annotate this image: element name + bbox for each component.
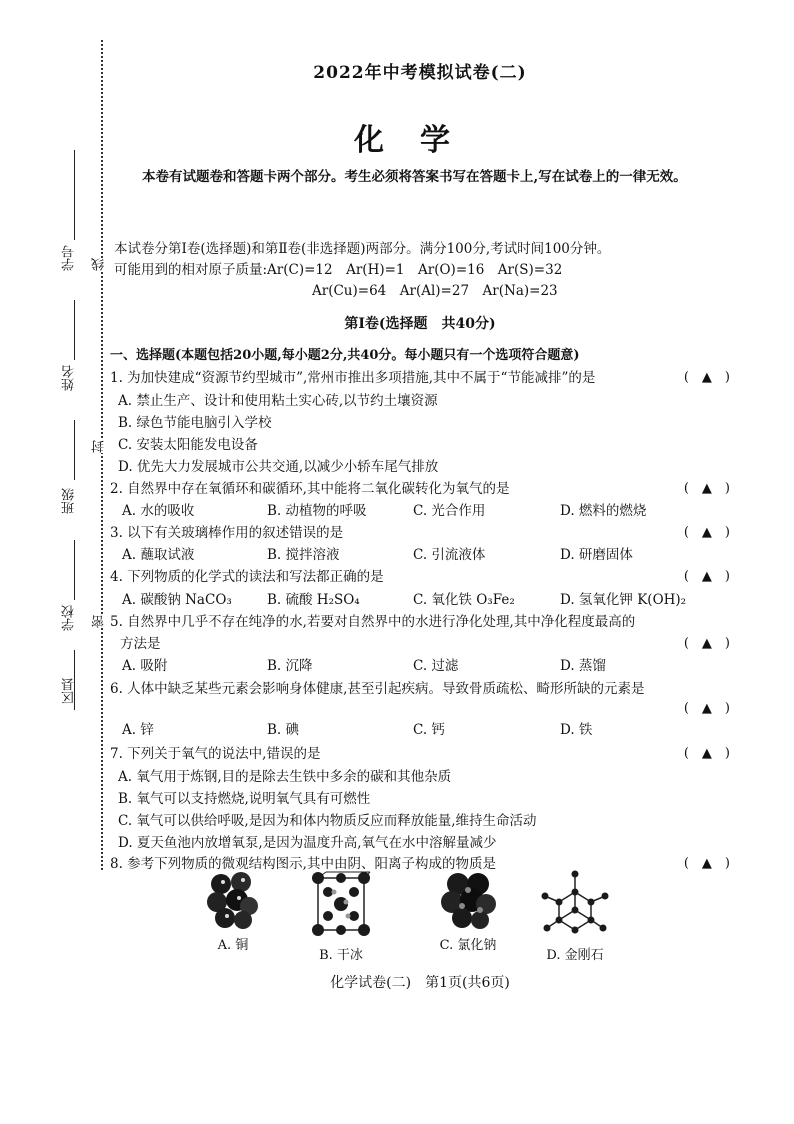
subject-title: 化学 (354, 123, 486, 158)
option: B. 动植物的呼吸 (267, 503, 367, 519)
question-stem: 5. 自然界中几乎不存在纯净的水,若要对自然界中的水进行净化处理,其中净化程度最高的 (110, 614, 636, 630)
option: C. 引流液体 (413, 547, 486, 563)
question-4 (110, 565, 730, 585)
question-stem: 1. 为加快建成“资源节约型城市”,常州市推出多项措施,其中不属于“节能减排”的是 (110, 370, 596, 386)
answer-blank: ( ▲ ) (683, 525, 730, 540)
exam-info-line: 本试卷分第Ⅰ卷(选择题)和第Ⅱ卷(非选择题)两部分。满分100分,考试时间100分钟。 (114, 241, 611, 257)
question-stem: 2. 自然界中存在氧循环和碳循环,其中能将二氧化碳转化为氧气的是 (110, 481, 510, 497)
option: B. 绿色节能电脑引入学校 (118, 415, 272, 431)
question-stem: 7. 下列关于氧气的说法中,错误的是 (110, 746, 321, 762)
question-stem: 3. 以下有关玻璃棒作用的叙述错误的是 (110, 525, 344, 541)
option: A. 碳酸钠 NaCO₃ (122, 592, 232, 608)
atomic-mass-line: 可能用到的相对原子质量:Ar(C)=12 Ar(H)=1 Ar(O)=16 Ar(S)=32 (114, 262, 563, 278)
structure-diamond (530, 868, 620, 963)
exam-title: 2022年中考模拟试卷(二) (313, 63, 527, 83)
option: A. 水的吸收 (122, 503, 195, 519)
option: C. 光合作用 (413, 503, 486, 519)
answer-blank: ( ▲ ) (683, 370, 730, 385)
question-2 (110, 477, 730, 497)
binding-rule-class (74, 420, 75, 480)
sodium-chloride-lattice-icon (438, 868, 498, 930)
binding-mark-seal: 封 (92, 440, 107, 453)
option: A. 锌 (122, 722, 154, 738)
label-district: 区县 (62, 678, 77, 704)
structure-dry-ice (296, 868, 386, 963)
copper-lattice-icon (203, 868, 263, 930)
option: A. 蘸取试液 (122, 547, 195, 563)
label-school: 学校 (62, 605, 77, 631)
option: B. 氧气可以支持燃烧,说明氧气具有可燃性 (118, 791, 371, 807)
question-stem: 8. 参考下列物质的微观结构图示,其中由阴、阳离子构成的物质是 (110, 856, 496, 872)
binding-mark-secret: 密 (92, 615, 107, 628)
structure-copper (188, 868, 278, 953)
answer-blank: ( ▲ ) (683, 856, 730, 871)
dry-ice-lattice-icon (308, 868, 374, 940)
answer-blank: ( ▲ ) (683, 569, 730, 584)
question-stem-continued: 方法是 (120, 636, 161, 652)
section-title: 第Ⅰ卷(选择题 共40分) (344, 316, 496, 332)
binding-rule-student-id (74, 150, 75, 240)
option: C. 氧化铁 O₃Fe₂ (413, 592, 515, 608)
option: C. 过滤 (413, 658, 459, 674)
option: C. 安装太阳能发电设备 (118, 437, 258, 453)
label-student-id: 学号 (62, 245, 77, 271)
option: B. 搅拌溶液 (267, 547, 340, 563)
option: A. 吸附 (122, 658, 168, 674)
question-6 (110, 677, 730, 697)
question-1 (110, 366, 730, 386)
option: A. 氧气用于炼钢,目的是除去生铁中多余的碳和其他杂质 (118, 769, 452, 785)
option: D. 优先大力发展城市公共交通,以减少小轿车尾气排放 (118, 459, 439, 475)
option: C. 氧气可以供给呼吸,是因为和体内物质反应而释放能量,维持生命活动 (118, 813, 537, 829)
option: B. 碘 (267, 722, 300, 738)
structure-sodium-chloride (423, 868, 513, 953)
question-7 (110, 742, 730, 762)
structure-label: C. 氯化钠 (439, 938, 497, 953)
answer-blank: ( ▲ ) (683, 481, 730, 496)
option: D. 氢氧化钾 K(OH)₂ (560, 592, 687, 608)
label-class: 班级 (62, 488, 77, 514)
option: D. 燃料的燃烧 (560, 503, 647, 519)
label-name: 姓名 (62, 365, 77, 391)
structure-label: B. 干冰 (319, 948, 363, 963)
option: A. 禁止生产、设计和使用粘土实心砖,以节约土壤资源 (118, 393, 438, 409)
option: B. 硫酸 H₂SO₄ (267, 592, 360, 608)
answer-blank: ( ▲ ) (683, 746, 730, 761)
option: D. 夏天鱼池内放增氧泵,是因为温度升高,氧气在水中溶解量减少 (118, 835, 497, 851)
section-instructions: 一、选择题(本题包括20小题,每小题2分,共40分。每小题只有一个选项符合题意) (110, 348, 580, 363)
structure-label: D. 金刚石 (546, 948, 604, 963)
option: C. 钙 (413, 722, 445, 738)
binding-mark-line: 线 (92, 258, 107, 271)
option: D. 蒸馏 (560, 658, 606, 674)
question-stem: 4. 下列物质的化学式的读法和写法都正确的是 (110, 569, 384, 585)
question-3 (110, 521, 730, 541)
answer-blank: ( ▲ ) (683, 701, 730, 716)
binding-dotted-line (101, 40, 103, 870)
question-5-continued (110, 632, 730, 652)
option: D. 铁 (560, 722, 593, 738)
binding-rule-school (74, 540, 75, 600)
option: D. 研磨固体 (560, 547, 633, 563)
binding-rule-name (74, 300, 75, 360)
page-footer: 化学试卷(二) 第1页(共6页) (330, 975, 510, 991)
question-5 (110, 610, 730, 630)
atomic-mass-line-2: Ar(Cu)=64 Ar(Al)=27 Ar(Na)=23 (312, 283, 558, 299)
structure-label: A. 铜 (217, 938, 249, 953)
diamond-lattice-icon (535, 868, 615, 940)
option: B. 沉降 (267, 658, 313, 674)
answer-blank: ( ▲ ) (683, 636, 730, 651)
question-stem: 6. 人体中缺乏某些元素会影响身体健康,甚至引起疾病。导致骨质疏松、畸形所缺的元素是 (110, 681, 645, 697)
exam-notice: 本卷有试题卷和答题卡两个部分。考生必须将答案书写在答题卡上,写在试卷上的一律无效。 (142, 169, 687, 185)
